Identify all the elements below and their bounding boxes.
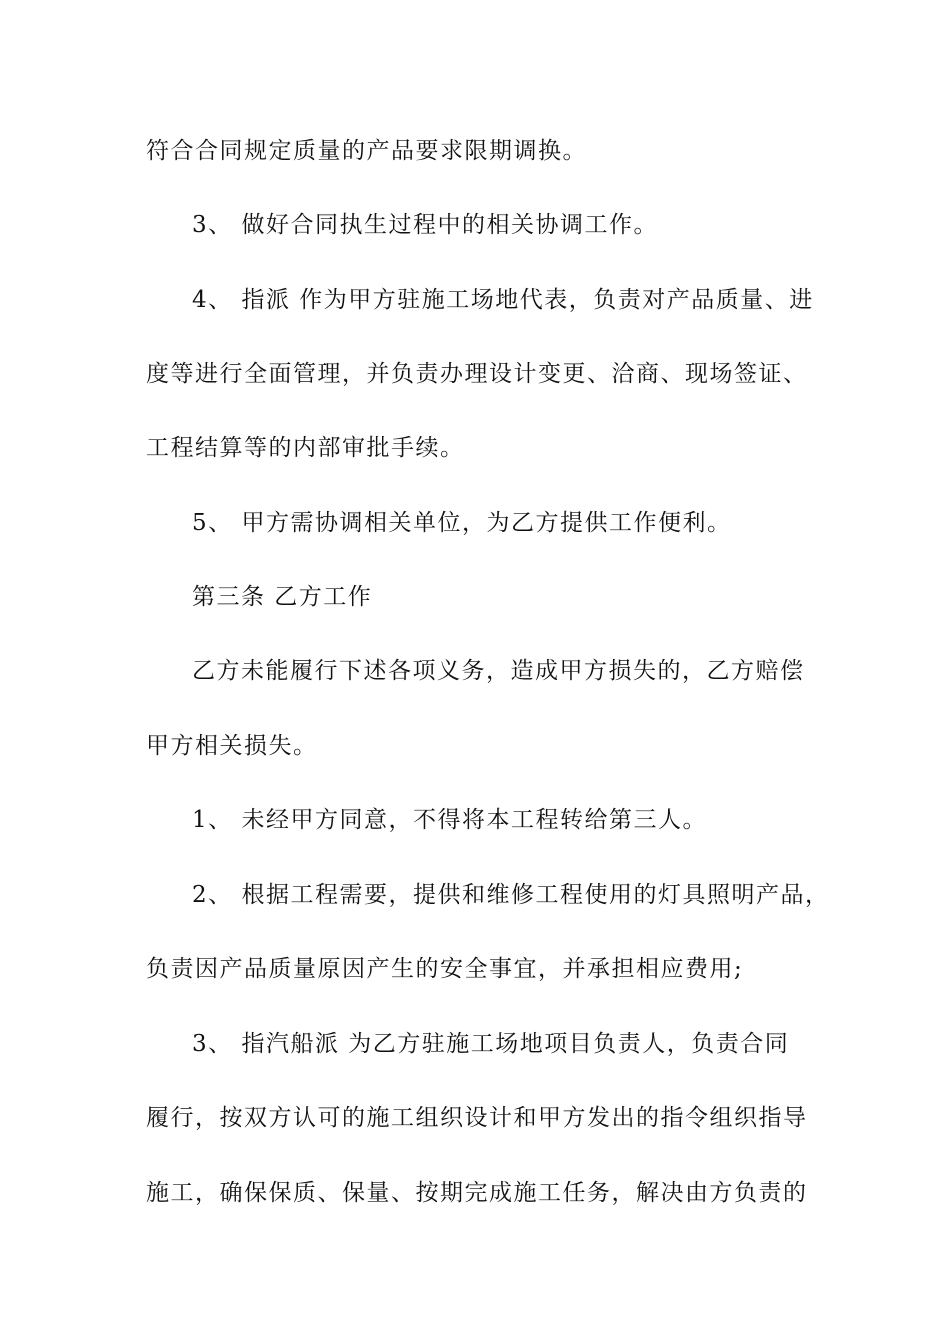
party-b-item-1: 1、 未经甲方同意，不得将本工程转给第三人。 [192,807,707,833]
item-3-coordination: 3、 做好合同执生过程中的相关协调工作。 [192,212,658,238]
article-3-heading: 第三条 乙方工作 [192,584,373,610]
item-4-continued-1: 度等进行全面管理，并负责办理设计变更、洽商、现场签证、 [146,361,808,387]
party-b-item-2: 2、 根据工程需要，提供和维修工程使用的灯具照明产品， [192,882,830,908]
item-5-support: 5、 甲方需协调相关单位，为乙方提供工作便利。 [192,510,732,536]
party-b-item-3-continued-1: 履行，按双方认可的施工组织设计和甲方发出的指令组织指导 [146,1105,808,1131]
party-b-item-3: 3、 指汽船派 为乙方驻施工场地项目负责人，负责合同 [192,1031,790,1057]
text-line-1: 符合合同规定质量的产品要求限期调换。 [146,138,587,164]
article-3-intro: 乙方未能履行下述各项义务，造成甲方损失的，乙方赔偿 [192,658,805,684]
item-4-continued-2: 工程结算等的内部审批手续。 [146,435,465,461]
party-b-item-3-continued-2: 施工，确保保质、保量、按期完成施工任务，解决由方负责的 [146,1180,808,1206]
party-b-item-2-continued: 负责因产品质量原因产生的安全事宜，并承担相应费用; [146,956,744,982]
article-3-intro-continued: 甲方相关损失。 [146,733,318,759]
item-4-representative: 4、 指派 作为甲方驻施工场地代表，负责对产品质量、进 [192,287,814,313]
